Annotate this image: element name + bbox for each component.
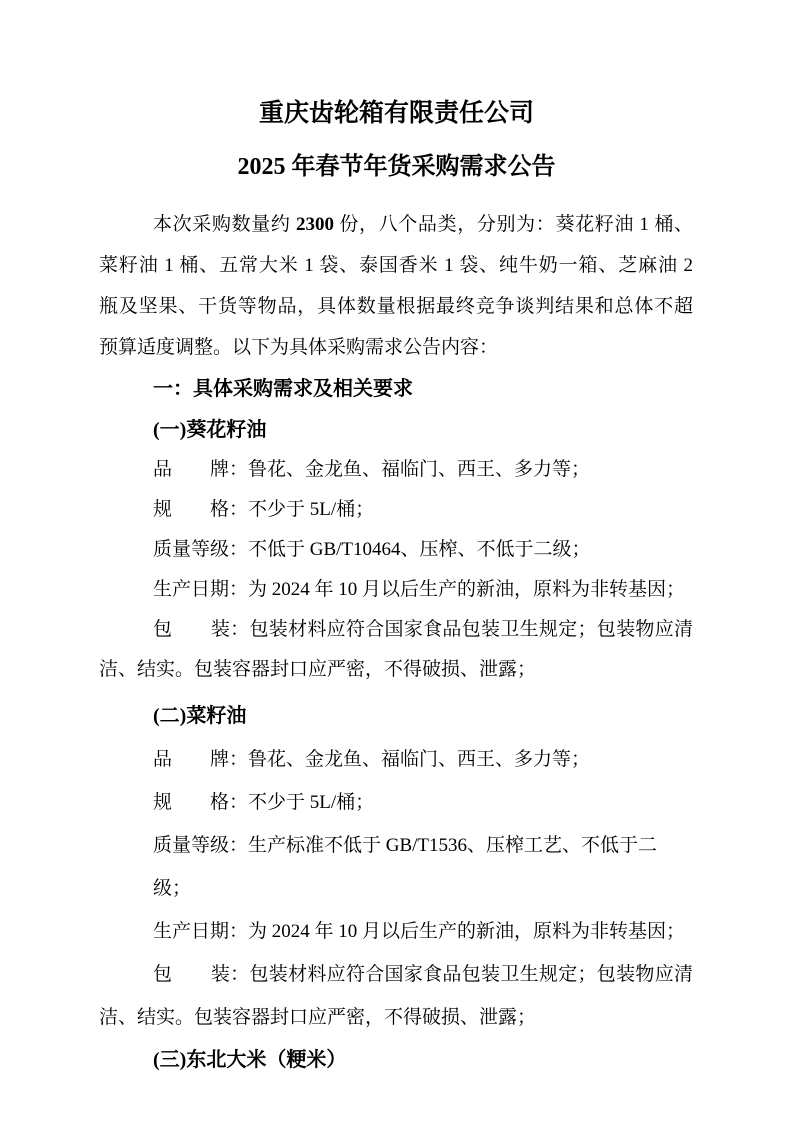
item-1-heading: (一)葵花籽油	[153, 419, 267, 441]
item-2-heading: (二)菜籽油	[153, 705, 247, 727]
item-northeast-rice	[99, 1039, 693, 1082]
intro-line-2: 菜籽油 1 桶、五常大米 1 袋、泰国香米 1 袋、纯牛奶一箱、芝麻油 2	[99, 255, 693, 276]
intro-line-1-suffix: 份，八个品类，分别为：葵花籽油 1 桶、	[333, 214, 693, 235]
item-1-spec-brand: 品 牌：鲁花、金龙鱼、福临门、西王、多力等；	[153, 459, 591, 480]
item-3-heading: (三)东北大米（粳米）	[153, 1049, 347, 1071]
document-body	[99, 204, 693, 1082]
item-2-spec-size: 规 格：不少于 5L/桶；	[153, 792, 375, 813]
item-rapeseed-oil	[99, 695, 693, 1039]
item-sunflower-oil	[99, 410, 693, 690]
item-2-spec-brand: 品 牌：鲁花、金龙鱼、福临门、西王、多力等；	[153, 749, 591, 770]
item-2-spec-packaging-continued: 洁、结实。包装容器封口应严密，不得破损、泄露；	[99, 1007, 537, 1028]
item-1-spec-packaging: 包 装：包装材料应符合国家食品包装卫生规定；包装物应清	[153, 619, 693, 640]
item-1-spec-size: 规 格：不少于 5L/桶；	[153, 499, 375, 520]
item-1-spec-production-date: 生产日期：为 2024 年 10 月以后生产的新油，原料为非转基因；	[153, 579, 686, 600]
document-subtitle: 2025 年春节年货采购需求公告	[237, 154, 556, 180]
intro-paragraph	[99, 204, 693, 368]
item-1-spec-quality: 质量等级：不低于 GB/T10464、压榨、不低于二级；	[153, 539, 591, 560]
document-title: 重庆齿轮箱有限责任公司	[258, 100, 534, 127]
intro-line-4: 预算适度调整。以下为具体采购需求公告内容：	[99, 337, 499, 358]
item-1-spec-packaging-continued: 洁、结实。包装容器封口应严密，不得破损、泄露；	[99, 659, 537, 680]
item-2-spec-quality: 质量等级：生产标准不低于 GB/T1536、压榨工艺、不低于二级；	[153, 835, 658, 899]
intro-line-3: 瓶及坚果、干货等物品，具体数量根据最终竞争谈判结果和总体不超	[99, 296, 693, 317]
item-2-spec-packaging: 包 装：包装材料应符合国家食品包装卫生规定；包装物应清	[153, 964, 693, 985]
section-1-heading: 一：具体采购需求及相关要求	[153, 378, 413, 400]
intro-line-1-prefix: 本次采购数量约	[153, 214, 296, 235]
quantity-value: 2300	[295, 214, 334, 235]
item-2-spec-production-date: 生产日期：为 2024 年 10 月以后生产的新油，原料为非转基因；	[153, 921, 686, 942]
intro-line-1	[99, 204, 693, 245]
